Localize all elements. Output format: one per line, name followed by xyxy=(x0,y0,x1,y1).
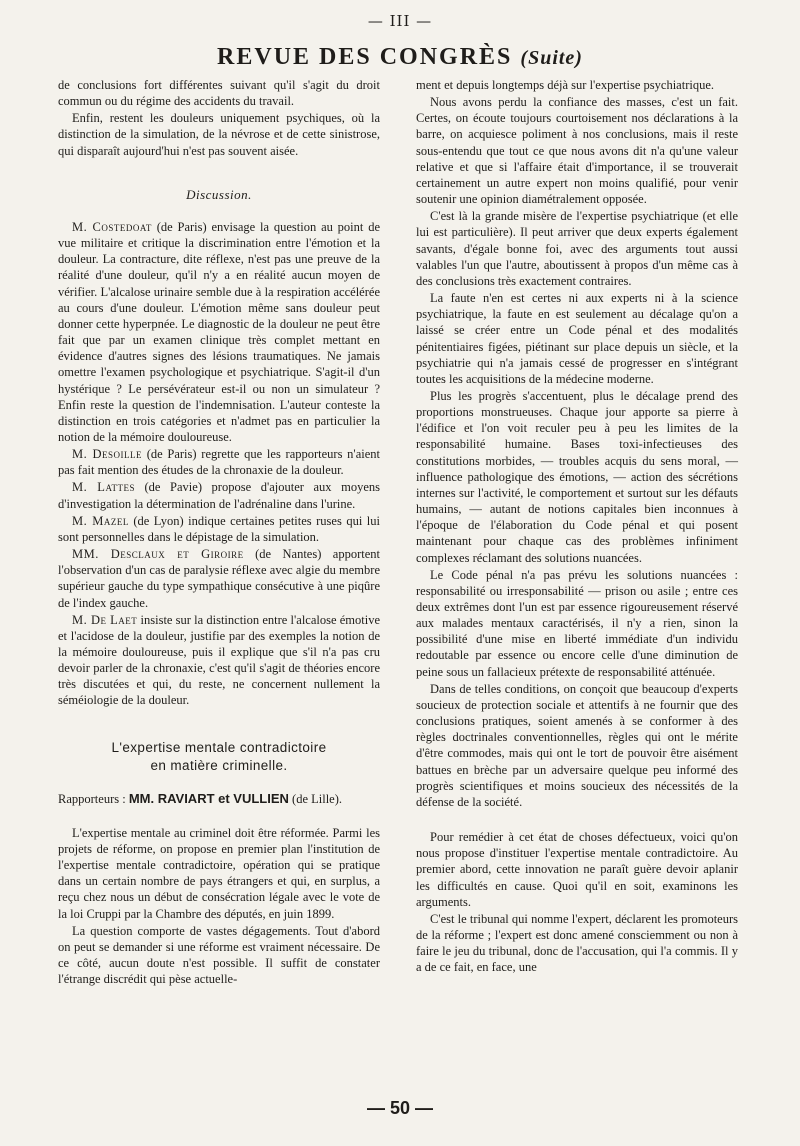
paragraph: Pour remédier à cet état de choses défectueux, voici qu'on nous propose d'instituer l'expertise mentale contradictoire. Au premier abord, cette innovation ne paraît guère devoir aplanir les difficultés en cause. Quoi qu'il en soit, examinons les arguments. xyxy=(416,830,738,909)
left-column xyxy=(58,77,380,988)
article-title xyxy=(58,739,380,775)
page-marker-top: — III — xyxy=(367,12,433,30)
section-title-discussion: Discussion. xyxy=(186,186,252,202)
paragraph: Plus les progrès s'accentuent, plus le décalage prend des proportions monstrueuses. Chaque jour apporte sa pierre à l'édifice et l'on voit reculer peu à peu les limites de la responsabilité humaine. Bases toxi-infectieuses des constitutions morbides, — troubles acquis du sens moral, — influence pathologique des émotions, — action des sécrétions internes sur l'activité, le comportement et surtout sur les défauts humains, — autant de notions capitales bien inconnues à l'époque de l'élaboration du Code pénal et qui posent maintenant pour chaque cas des problèmes infiniment complexes réclamant des solutions nuancées. xyxy=(416,388,738,565)
paragraph: Nous avons perdu la confiance des masses, c'est un fait. Certes, on écoute toujours courtoisement nos déclarations à la barre, on acquiesce poliment à nos conclusions, mais il reste sous-entendu que tout ce que nous avons dit n'a qu'une valeur relative et que si l'affaire était d'importance, il se trouverait certainement un autre expert non moins qualifié, pour venir soutenir une opinion diamétralement opposée. xyxy=(416,95,738,207)
speaker-name: M. Costedoat xyxy=(72,219,152,234)
speaker-name: M. De Laet xyxy=(72,612,138,627)
discussion-entry xyxy=(58,219,380,445)
paragraph: Le Code pénal n'a pas prévu les solutions nuancées : responsabilité ou irresponsabilité — prison ou asile ; entre ces deux extrêmes dont l'un est par essence rigoureusement réservé aux malades mentaux caractérisés, il n'y a rien, sinon la possibilité d'une mise en liberté immédiate d'un individu redoutable par essence ou encore celle d'une diminution de peine sous un fallacieux prétexte de responsabilité atténuée. xyxy=(416,567,738,679)
paragraph: Enfin, restent les douleurs uniquement psychiques, où la distinction de la simulation, de la névrose et de cette sinistrose, qui disparaît aujourd'hui n'est pas souvent aisée. xyxy=(58,111,380,158)
discussion-entry xyxy=(58,446,380,478)
spacer xyxy=(416,811,738,829)
page-number: — 50 — xyxy=(366,1098,434,1118)
paragraph: C'est là la grande misère de l'expertise psychiatrique (et elle lui est particulière). Il peut arriver que deux experts également savants, d'égale bonne foi, avec des arguments tout aussi valables l'un que l'autre, aboutissent à propos d'un même cas à des conclusions très exactement contraires. xyxy=(416,209,738,288)
speaker-text: (de Lyon) indique certaines petites ruses qui lui sont personnelles dans le dépistage de la simulation. xyxy=(58,513,380,544)
paragraph: C'est le tribunal qui nomme l'expert, déclarent les promoteurs de la réforme ; l'expert est donc amené consciemment ou non à faire le jeu du tribunal, donc de l'accusation, qui l'a commis. Il y a de ce fait, en face, une xyxy=(416,911,738,975)
discussion-entry xyxy=(58,513,380,545)
paragraph: La faute n'en est certes ni aux experts ni à la science psychiatrique, la faute en est seulement au décalage qu'on a laissé se créer entre un Code pénal et des modalités pénitentiaires figées, piétinant sur place depuis un siècle, et la psychiatrie qui n'a jamais cessé de progresser en s'intégrant toutes les acquisitions de la médecine moderne. xyxy=(416,291,738,386)
discussion-entry xyxy=(58,612,380,709)
speaker-name: M. Desoille xyxy=(72,447,142,462)
speaker-text: (de Paris) regrette que les rapporteurs n'aient pas fait mention des études de la chronaxie de la douleur. xyxy=(58,447,380,478)
running-title-suffix: (Suite) xyxy=(520,47,583,69)
paragraph: ment et depuis longtemps déjà sur l'expertise psychiatrique. xyxy=(416,78,715,92)
speaker-name: M. Mazel xyxy=(72,513,129,528)
paragraph: de conclusions fort différentes suivant qu'il s'agit du droit commun ou du régime des accidents du travail. xyxy=(58,78,380,109)
rapporteurs-line xyxy=(58,791,380,807)
rapporteurs-label: Rapporteurs : xyxy=(58,791,129,806)
article-title-line-1: L'expertise mentale contradictoire xyxy=(111,739,327,755)
speaker-text: (de Nantes) apportent l'observation d'un cas de paralysie réflexe avec algie du membre supérieur gauche du type sympathique consécutive à une piqûre de l'index gauche. xyxy=(58,547,380,610)
speaker-text: (de Pavie) propose d'ajouter aux moyens d'investigation la détermination de l'adrénaline dans l'urine. xyxy=(58,480,380,511)
paragraph: Dans de telles conditions, on conçoit que beaucoup d'experts soucieux de protection sociale et attentifs à ne fournir que des conclusions pratiques, soient amenés à se conformer à des règles doctrinales conventionnelles, règles qui ont le mérite d'être commodes, mais qui ont le tort de pouvoir être aisément battues en brèche par un adversaire quelque peu informé des progrès scientifiques et moins soucieux des nécessités de la défense de la société. xyxy=(416,681,738,809)
speaker-name: M. Lattes xyxy=(72,480,135,495)
paragraph: L'expertise mentale au criminel doit être réformée. Parmi les projets de réforme, on propose en premier plan l'institution de l'expertise mentale contradictoire, opération qui se pratique dans un certain nombre de pays étrangers et qui, en surplus, a reçu chez nous un début de consécration légale avec le vote de la loi Cruppi par la Chambre des députés, en juin 1899. xyxy=(58,825,380,921)
speaker-text: insiste sur la distinction entre l'alcalose émotive et l'acidose de la douleur, justifie par des exemples la notion de la mémoire douloureuse, puis il explique que s'il n'a pas cru devoir parler de la chronaxie, c'est qu'il s'agit de théories encore très discutées et qui, du reste, ne concernent nullement la séméiologie de la douleur. xyxy=(58,612,380,708)
speaker-text: (de Paris) envisage la question au point de vue militaire et critique la discrimination entre l'émotion et la douleur. La contracture, dite réflexe, n'est pas une preuve de la réalité d'une douleur, qu'il n'y a en réalité aucun moyen de vérifier. L'alcalose urinaire semble due à la respiration accélérée au cours d'une douleur. L'émotion même sans douleur peut donner cette hyperpnée. Le diagnostic de la douleur ne peut être fait que par un examen clinique très complet mettant en évidence d'autres signes des lésions traumatiques. Ne jamais omettre l'examen psychologique et psychiatrique. S'agit-il d'un hystérique ? Le persévérateur est-il ou non un simulateur ? Enfin reste la question de l'indemnisation. L'auteur conteste la distinction en trois catégories et n'admet pas en particulier la notion de la mémoire douloureuse. xyxy=(58,219,381,444)
rapporteurs-place: (de Lille). xyxy=(288,791,343,806)
discussion-entry xyxy=(58,479,380,511)
speaker-name: MM. Desclaux et Giroire xyxy=(72,547,244,562)
running-title-main: REVUE DES CONGRÈS xyxy=(217,44,513,70)
right-column xyxy=(416,77,738,976)
rapporteurs-names: MM. RAVIART et VULLIEN xyxy=(128,790,289,806)
paragraph: La question comporte de vastes dégagements. Tout d'abord on peut se demander si une réforme est vraiment nécessaire. De ce côté, aucun doute n'est possible. Il suffit de constater l'étrange discrédit qui pèse actuelle- xyxy=(58,923,380,987)
discussion-entry xyxy=(58,546,380,611)
article-title-line-2: en matière criminelle. xyxy=(150,757,288,773)
running-title xyxy=(0,44,800,71)
